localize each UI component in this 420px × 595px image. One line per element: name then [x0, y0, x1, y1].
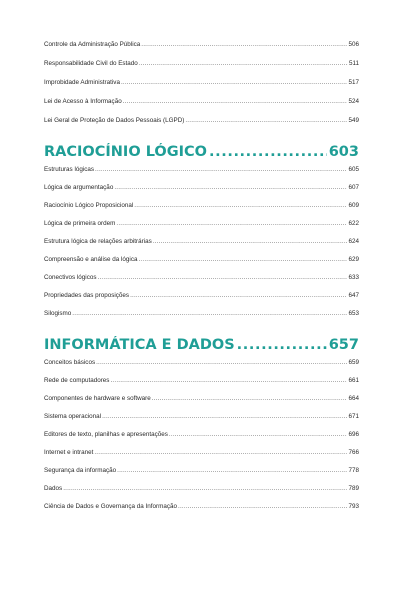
toc-leader-dots — [121, 79, 348, 87]
toc-group — [44, 336, 359, 511]
toc-leader-dots — [138, 256, 347, 264]
toc-entry-page: 605 — [348, 166, 359, 173]
toc-entry-title: Responsabilidade Civil do Estado — [44, 60, 138, 67]
toc-entry-title: Componentes de hardware e software — [44, 395, 151, 402]
toc-entry — [44, 503, 359, 511]
toc-entry — [44, 292, 359, 300]
toc-entry-title: Conectivos lógicos — [44, 274, 97, 281]
section-heading-title: INFORMÁTICA E DADOS — [44, 337, 235, 353]
toc-entry-title: Internet e intranet — [44, 449, 94, 456]
toc-leader-dots — [63, 485, 347, 493]
toc-leader-dots — [116, 220, 347, 228]
toc-entry-title: Lógica de argumentação — [44, 184, 114, 191]
toc-entry-page: 659 — [348, 359, 359, 366]
toc-entry-title: Raciocínio Lógico Proposicional — [44, 202, 134, 209]
section-heading-page: 603 — [328, 144, 359, 160]
toc-entry — [44, 184, 359, 192]
toc-entry — [44, 238, 359, 246]
toc-entry-title: Estrutura lógica de relações arbitrárias — [44, 238, 152, 245]
toc-entry-page: 524 — [348, 98, 359, 105]
toc-entry-page: 778 — [348, 467, 359, 474]
toc-leader-dots — [94, 449, 347, 457]
toc-entry-title: Controle da Administração Pública — [44, 41, 141, 48]
toc-group — [44, 143, 359, 318]
toc-leader-dots — [178, 503, 347, 511]
toc-entry — [44, 256, 359, 264]
toc-entry-title: Estruturas lógicas — [44, 166, 95, 173]
toc-leader-dots — [72, 310, 347, 318]
toc-leader-dots — [139, 60, 348, 68]
toc-entry-title: Lógica de primeira ordem — [44, 220, 116, 227]
toc-entry-title: Conceitos básicos — [44, 359, 96, 366]
toc-entry — [44, 359, 359, 367]
toc-entry — [44, 413, 359, 421]
toc-entry — [44, 202, 359, 210]
section-heading — [44, 143, 359, 161]
toc-leader-dots — [95, 166, 347, 174]
toc-leader-dots — [98, 274, 348, 282]
toc-entry-page: 511 — [348, 60, 359, 67]
toc-entry-page: 609 — [348, 202, 359, 209]
toc-entry-title: Dados — [44, 485, 63, 492]
toc-entry — [44, 431, 359, 439]
toc-entry-title: Silogismo — [44, 310, 72, 317]
toc-entry-title: Propriedades das proposições — [44, 292, 130, 299]
toc-leader-dots — [123, 98, 348, 106]
toc-entry-title: Ciência de Dados e Governança da Informação — [44, 503, 178, 510]
toc-leader-dots — [152, 395, 348, 403]
toc-entry-page: 696 — [348, 431, 359, 438]
toc-entry-title: Segurança da informação — [44, 467, 117, 474]
toc-entry-page: 607 — [348, 184, 359, 191]
toc-leader-dots — [117, 467, 347, 475]
toc-entry-page: 549 — [348, 117, 359, 124]
toc-entry — [44, 220, 359, 228]
toc-leader-dots — [153, 238, 348, 246]
toc-entry — [44, 274, 359, 282]
toc-entry-page: 664 — [348, 395, 359, 402]
section-leader-dots — [237, 336, 327, 354]
toc-entry — [44, 117, 359, 125]
toc-entry-page: 653 — [348, 310, 359, 317]
section-heading-title: RACIOCÍNIO LÓGICO — [44, 144, 208, 160]
section-leader-dots — [209, 143, 327, 161]
toc-entry — [44, 310, 359, 318]
section-heading-page: 657 — [328, 337, 359, 353]
toc-group — [44, 41, 359, 125]
section-heading — [44, 336, 359, 354]
toc-entry-page: 506 — [348, 41, 359, 48]
toc-entry — [44, 485, 359, 493]
toc-entry — [44, 377, 359, 385]
toc-entry — [44, 41, 359, 49]
toc-leader-dots — [134, 202, 347, 210]
toc-entry-page: 671 — [348, 413, 359, 420]
toc-entry-page: 629 — [348, 256, 359, 263]
toc-entry-page: 633 — [348, 274, 359, 281]
toc-entry-page: 789 — [348, 485, 359, 492]
toc-leader-dots — [96, 359, 347, 367]
toc-entry-title: Lei Geral de Proteção de Dados Pessoais (LGPD) — [44, 117, 185, 124]
toc-entry-title: Rede de computadores — [44, 377, 110, 384]
toc-entry-title: Lei de Acesso à Informação — [44, 98, 122, 105]
toc-leader-dots — [114, 184, 347, 192]
toc-entry — [44, 449, 359, 457]
toc-entry-page: 647 — [348, 292, 359, 299]
toc-entry-title: Compreensão e análise da lógica — [44, 256, 138, 263]
toc-entry-page: 624 — [348, 238, 359, 245]
toc-entry-page: 793 — [348, 503, 359, 510]
toc-leader-dots — [141, 41, 347, 49]
toc-entry-page: 517 — [348, 79, 359, 86]
toc-entry — [44, 60, 359, 68]
toc-leader-dots — [169, 431, 348, 439]
toc-entry — [44, 166, 359, 174]
toc-entry-page: 661 — [348, 377, 359, 384]
toc-entry-page: 766 — [348, 449, 359, 456]
table-of-contents — [44, 37, 359, 511]
toc-leader-dots — [185, 117, 347, 125]
toc-leader-dots — [102, 413, 347, 421]
toc-entry — [44, 395, 359, 403]
toc-entry — [44, 98, 359, 106]
toc-entry-page: 622 — [348, 220, 359, 227]
toc-entry-title: Improbidade Administrativa — [44, 79, 120, 86]
toc-entry-title: Sistema operacional — [44, 413, 102, 420]
toc-entry — [44, 467, 359, 475]
toc-entry — [44, 79, 359, 87]
toc-leader-dots — [110, 377, 347, 385]
toc-entry-title: Editores de texto, planilhas e apresentações — [44, 431, 168, 438]
toc-leader-dots — [130, 292, 347, 300]
